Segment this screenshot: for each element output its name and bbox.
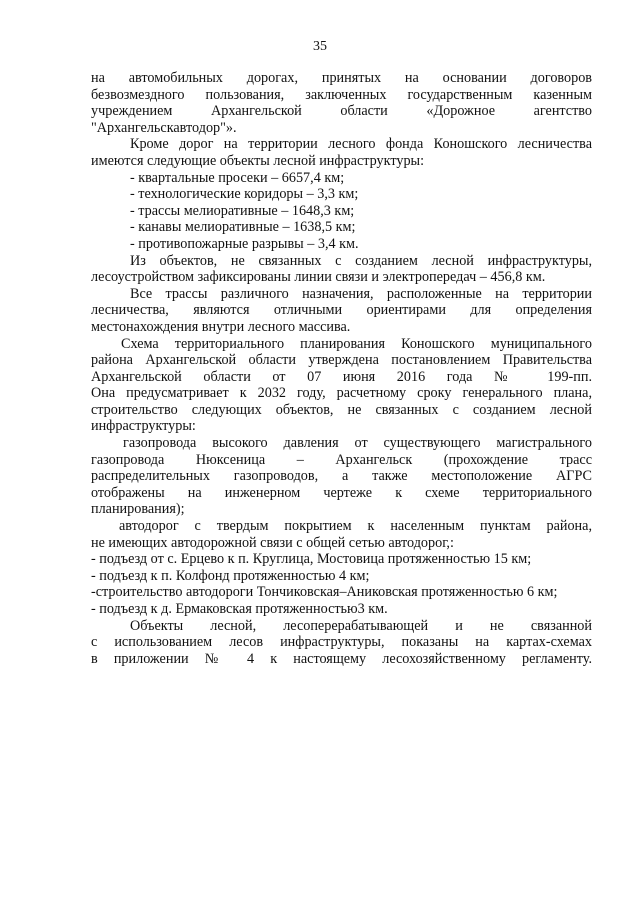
text-line: района Архангельской области утверждена постановлением Правительства (91, 352, 592, 369)
road-list (91, 551, 592, 617)
text-line: лесничества, являются отличными ориентирами для определения (91, 302, 592, 319)
text-line: безвозмездного пользования, заключенных государственным казенным (91, 86, 592, 103)
text-line: с использованием лесов инфраструктуры, показаны на картах-схемах (91, 634, 592, 651)
text-line: местонахождения внутри лесного массива. (91, 318, 351, 335)
page-number: 35 (313, 39, 327, 54)
paragraph-forest-infrastructure-intro (91, 136, 592, 169)
paragraph-routes-landmarks (91, 286, 592, 336)
text-line: Из объектов, не связанных с созданием лесной инфраструктуры, (130, 252, 592, 269)
list-item: - подъезд к п. Колфонд протяженностью 4 км; (91, 567, 370, 584)
text-line: отображены на инженерном чертеже к схеме территориального (91, 484, 592, 501)
text-line: газопровода высокого давления от существующего магистрального (123, 435, 592, 452)
text-line: не имеющих автодорожной связи с общей сетью автодорог,: (91, 534, 454, 551)
text-line: Объекты лесной, лесоперерабатывающей и не связанной (130, 617, 592, 634)
list-item: - подъезд от с. Ерцево к п. Круглица, Мостовица протяженностью 15 км; (91, 551, 532, 568)
text-line: газопровода Нюксеница – Архангельск (прохождение трасс (91, 451, 592, 468)
text-line: Схема территориального планирования Коношского муниципального (121, 335, 592, 352)
list-item: - технологические коридоры – 3,3 км; (130, 186, 359, 203)
paragraph-paved-roads (91, 518, 592, 551)
text-line: распределительных газопроводов, а также местоположение АГРС (91, 468, 592, 485)
text-line: лесоустройством зафиксированы линии связи и электропередач – 456,8 км. (91, 269, 546, 286)
text-line: на автомобильных дорогах, принятых на основании договоров (91, 70, 592, 86)
list-item: - противопожарные разрывы – 3,4 км. (130, 235, 359, 252)
list-item: -строительство автодороги Тончиковская–Аниковская протяженностью 6 км; (91, 584, 558, 601)
text-line: Все трассы различного назначения, расположенные на территории (130, 285, 592, 302)
text-line: Она предусматривает к 2032 году, расчетному сроку генерального плана, (91, 385, 592, 402)
list-item: - подъезд к д. Ермаковская протяженностью3 км. (91, 601, 388, 617)
text-line: "Архангельскавтодор"». (91, 119, 237, 136)
text-line: автодорог с твердым покрытием к населенным пунктам района, (119, 518, 592, 535)
paragraph-roads-continuation (91, 70, 592, 136)
text-line: инфраструктуры: (91, 418, 196, 435)
text-line: учреждением Архангельской области «Дорожное агентство (91, 103, 592, 120)
paragraph-power-lines (91, 253, 592, 286)
text-line: Кроме дорог на территории лесного фонда Коношского лесничества (130, 136, 592, 153)
list-item: - квартальные просеки – 6657,4 км; (130, 169, 345, 186)
text-line: в приложении № 4 к настоящему лесохозяйственному регламенту. (91, 650, 592, 667)
text-line: имеются следующие объекты лесной инфраструктуры: (91, 152, 425, 169)
text-line: строительство следующих объектов, не связанных с созданием лесной (91, 401, 592, 418)
paragraph-gas-pipeline (91, 435, 592, 518)
paragraph-territorial-plan (91, 336, 592, 436)
list-item: - трассы мелиоративные – 1648,3 км; (130, 202, 355, 219)
text-line: планирования); (91, 501, 185, 518)
text-line: Архангельской области от 07 июня 2016 года № 199-пп. (91, 368, 592, 385)
document-body (91, 70, 592, 667)
infrastructure-list (91, 170, 592, 253)
paragraph-appendix-reference (91, 618, 592, 668)
list-item: - канавы мелиоративные – 1638,5 км; (130, 219, 356, 236)
